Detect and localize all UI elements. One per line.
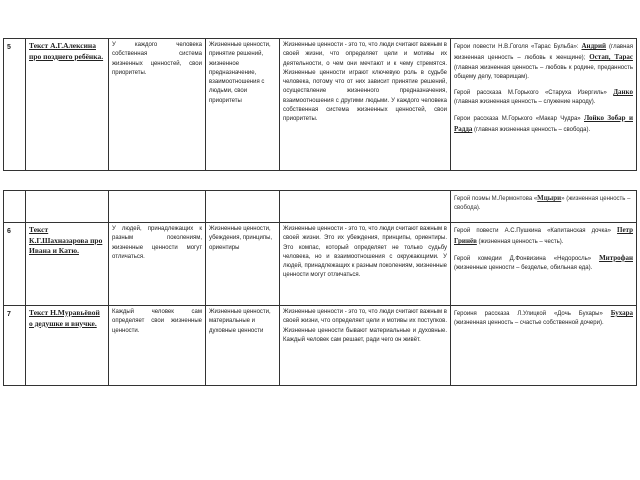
examples-continuation: Герой поэмы М.Лермонтова «Мцыри» (жизненная ценность – свобода). bbox=[451, 191, 637, 223]
hero-name: Остап, Тарас bbox=[589, 53, 633, 62]
hero-name: Данко bbox=[613, 88, 633, 97]
examples-cell: Герой повести А.С.Пушкина «Капитанская дочка» Петр Гринёв (жизненная ценность – честь). Герой комедии Д.Фонвизина «Недоросль» Митрофан (жизненные ценности – безделье, обильная еда). bbox=[451, 223, 637, 306]
keywords-cell: Жизненные ценности, принятие решений, жизненное предназначение, взаимоотношения с людьми, свои приоритеты bbox=[206, 39, 280, 171]
hero-name: Петр Гринёв bbox=[454, 226, 633, 246]
examples-cell: Героиня рассказа Л.Улицкой «Дочь Бухары» Бухара (жизненная ценность – счастье собственной дочери). bbox=[451, 306, 637, 386]
row-number: 5 bbox=[4, 39, 26, 171]
text-title: Текст А.Г.Алексина про позднего ребёнка. bbox=[29, 41, 104, 61]
keywords-cell: Жизненные ценности, материальные и духовные ценности bbox=[206, 306, 280, 386]
text-title-cell bbox=[26, 223, 109, 306]
text-title-cell bbox=[26, 306, 109, 386]
problem-cell: Каждый человек сам определяет свои жизненные ценности. bbox=[109, 306, 206, 386]
definition-cell: Жизненные ценности - это то, что люди считают важным в своей жизни. Это их убеждения, принципы, ориентиры. Это компас, который определяет не только судьбу человека, но и взаимоотношения с окружающими. У людей, принадлежащих к разным поколениям, жизненные ценности могут отличаться. bbox=[280, 223, 451, 306]
hero-name: Бухара bbox=[610, 309, 633, 317]
problem-cell: У каждого человека собственная система жизненных ценностей, свои приоритеты. bbox=[109, 39, 206, 171]
definition-cell: Жизненные ценности - это то, что люди считают важным в своей жизни, что определяет цели и мотивы их поступков. Жизненные ценности бывают материальные и духовные. Каждый человек сам решает, ради чего он живёт. bbox=[280, 306, 451, 386]
table-row bbox=[4, 223, 637, 306]
keywords-cell: Жизненные ценности, убеждения, принципы, ориентиры bbox=[206, 223, 280, 306]
hero-name: Андрий bbox=[581, 42, 607, 50]
table-part-2 bbox=[3, 190, 637, 386]
table-row bbox=[4, 306, 637, 386]
hero-name: Митрофан bbox=[599, 253, 633, 262]
row-number: 6 bbox=[4, 223, 26, 306]
problem-cell: У людей, принадлежащих к разным поколениям, жизненные ценности могут отличаться. bbox=[109, 223, 206, 306]
row-number: 7 bbox=[4, 306, 26, 386]
table-row-continuation bbox=[4, 191, 637, 223]
table-row bbox=[4, 39, 637, 171]
table-part-1 bbox=[3, 38, 637, 171]
hero-name: Мцыри bbox=[537, 194, 562, 202]
definition-cell: Жизненные ценности - это то, что люди считают важным в своей жизни, что определяет цели и мотивы их деятельности, о чем они мечтают и к чему стремятся. Жизненные ценности играют ключевую роль в судьбе человека, потому что от них зависит принятие решений, осуществление жизненного предназначения, взаимоотношения с другими людьми. У каждого человека собственная система жизненных ценностей, свои приоритеты. bbox=[280, 39, 451, 171]
text-title: Текст К.Г.Шахназарова про Ивана и Катю. bbox=[29, 225, 103, 255]
hero-name: Лойко Зобар и Радда bbox=[454, 113, 633, 134]
examples-cell: Герои повести Н.В.Гоголя «Тарас Бульба»: Андрий (главная жизненная ценность – любовь к женщине); Остап, Тарас (главная жизненная ценность – любовь к родине, преданность общему делу, товарищам). Герой рассказа М.Горького «Старуха Изергиль» Данко (главная жизненная ценность – служение народу). Герои рассказа М.Горького «Макар Чудра» Лойко Зобар и Радда (главная жизненная ценность – свобода). bbox=[451, 39, 637, 171]
text-title-cell bbox=[26, 39, 109, 171]
text-title: Текст Н.Муравьёвой о дедушке и внучке. bbox=[29, 308, 100, 328]
